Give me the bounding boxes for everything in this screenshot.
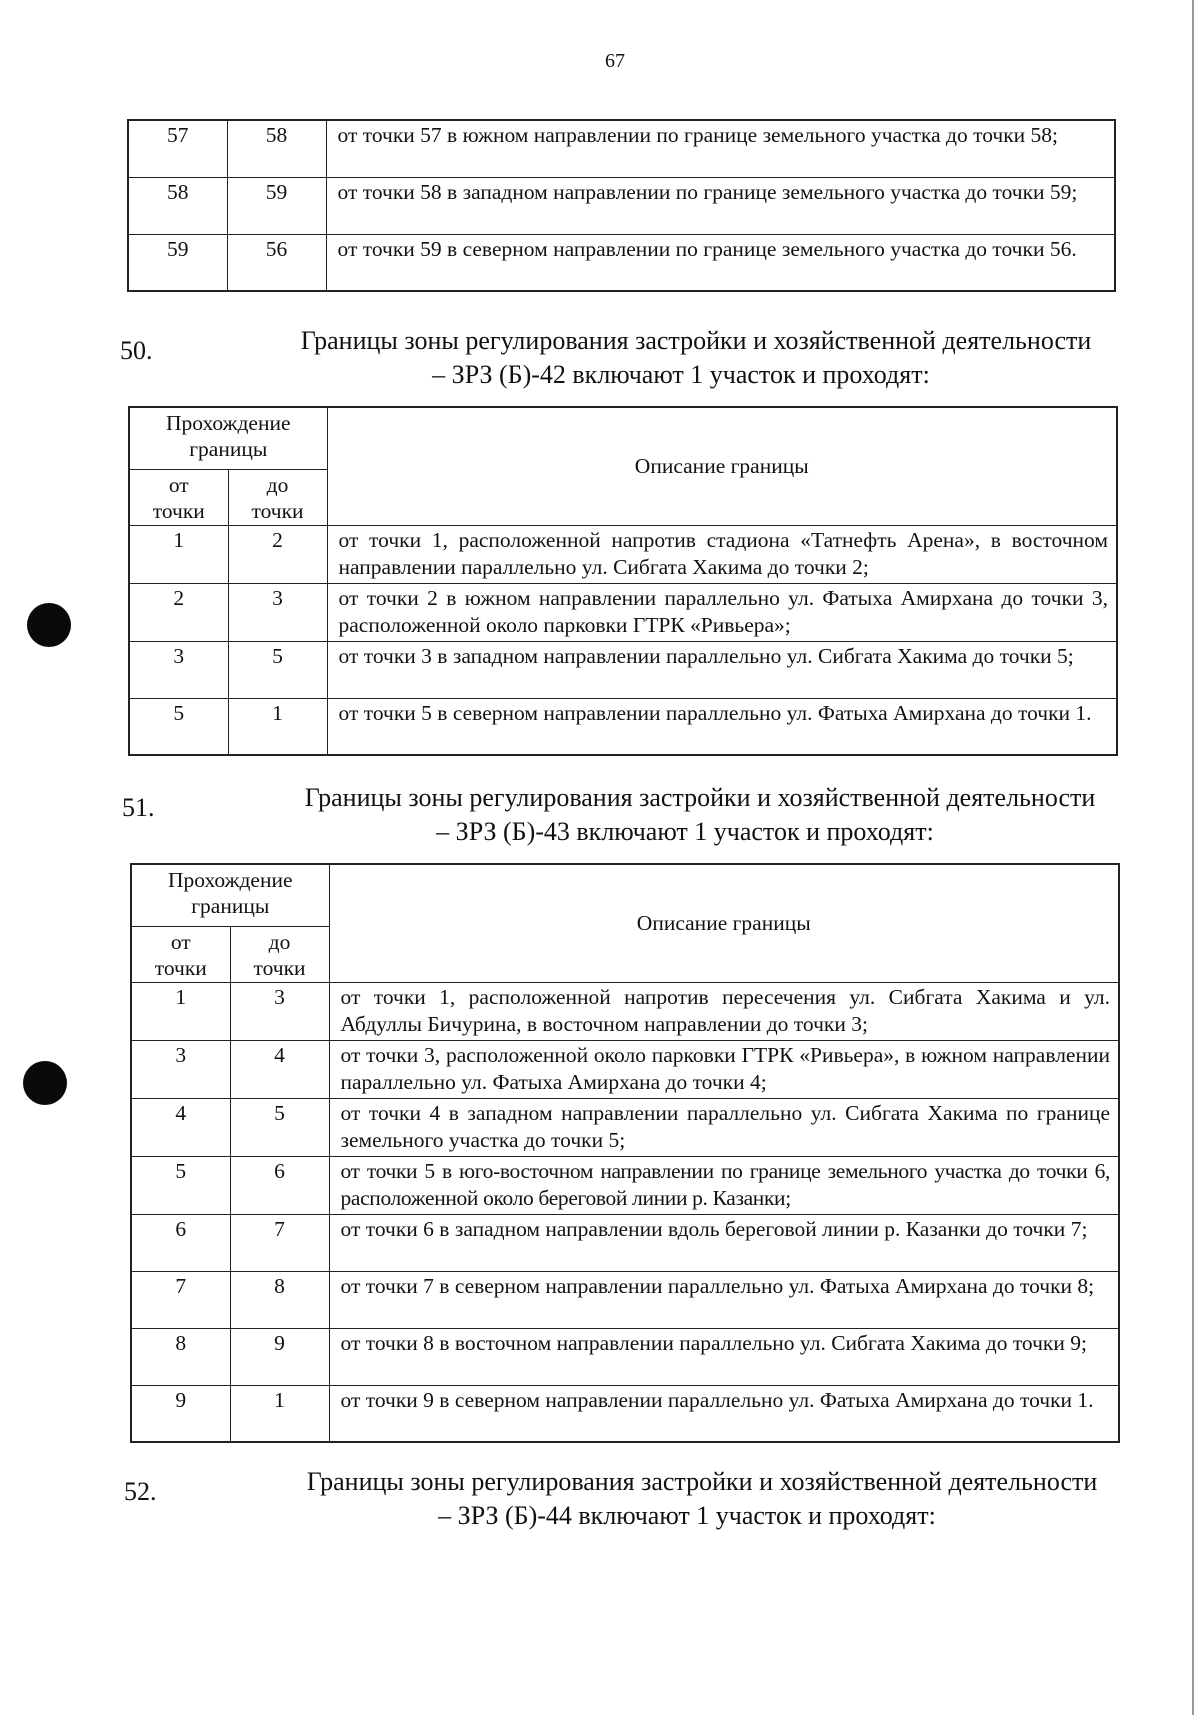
section-title	[268, 1465, 1136, 1533]
to-point-cell: 9	[230, 1328, 329, 1385]
boundary-description-cell: от точки 6 в западном направлении вдоль береговой линии р. Казанки до точки 7;	[329, 1214, 1119, 1271]
section-title-line: – ЗРЗ (Б)-43 включают 1 участок и проходят:	[436, 817, 934, 846]
description-header-cell: Описание границы	[329, 864, 1119, 982]
header-text: от	[170, 929, 191, 954]
to-point-cell: 6	[230, 1156, 329, 1214]
boundary-description-cell: от точки 3, расположенной около парковки ГТРК «Ривьера», в южном направлении параллельно ул. Фатыха Амирхана до точки 4;	[329, 1040, 1119, 1098]
to-point-cell: 3	[228, 583, 327, 641]
to-point-cell: 58	[227, 120, 326, 177]
header-text: от	[168, 472, 189, 497]
section-title-line: Границы зоны регулирования застройки и хозяйственной деятельности	[306, 1467, 1098, 1496]
to-point-cell: 56	[227, 234, 326, 291]
continued-boundary-table	[127, 119, 1116, 292]
to-header-cell	[228, 469, 327, 525]
boundary-description-cell: от точки 1, расположенной напротив стадиона «Татнефть Арена», в восточном направлении параллельно ул. Сибгата Хакима до точки 2;	[327, 525, 1117, 583]
boundary-description-cell: от точки 4 в западном направлении параллельно ул. Сибгата Хакима по границе земельного участка до точки 5;	[329, 1098, 1119, 1156]
header-text: границы	[191, 894, 270, 918]
table-row	[131, 1156, 1119, 1214]
section-title	[262, 324, 1130, 392]
from-point-cell: 2	[129, 583, 228, 641]
header-text: точки	[253, 955, 306, 980]
to-point-cell: 3	[230, 982, 329, 1040]
passage-header-cell	[129, 407, 327, 469]
table-row	[131, 1040, 1119, 1098]
hole-punch-mark	[23, 1061, 67, 1105]
section-number: 51.	[122, 793, 155, 822]
to-point-cell: 1	[230, 1385, 329, 1442]
boundary-description-cell: от точки 5 в северном направлении параллельно ул. Фатыха Амирхана до точки 1.	[327, 698, 1117, 755]
table-row	[128, 120, 1115, 177]
boundary-description-cell: от точки 9 в северном направлении параллельно ул. Фатыха Амирхана до точки 1.	[329, 1385, 1119, 1442]
table-header-row	[131, 864, 1119, 926]
section-title-line: Границы зоны регулирования застройки и хозяйственной деятельности	[300, 326, 1092, 355]
to-point-cell: 4	[230, 1040, 329, 1098]
table-row	[129, 641, 1117, 698]
header-text: точки	[152, 498, 205, 523]
from-header-cell	[129, 469, 228, 525]
table-row	[131, 1328, 1119, 1385]
page-number: 67	[605, 50, 625, 72]
table-row	[131, 1098, 1119, 1156]
from-point-cell: 5	[131, 1156, 230, 1214]
to-point-cell: 2	[228, 525, 327, 583]
from-point-cell: 57	[128, 120, 227, 177]
from-point-cell: 6	[131, 1214, 230, 1271]
from-point-cell: 58	[128, 177, 227, 234]
section-title-line: Границы зоны регулирования застройки и хозяйственной деятельности	[304, 783, 1096, 812]
description-header-cell: Описание границы	[327, 407, 1117, 525]
boundary-description-cell: от точки 8 в восточном направлении параллельно ул. Сибгата Хакима до точки 9;	[329, 1328, 1119, 1385]
to-point-cell: 5	[230, 1098, 329, 1156]
boundary-table-zrz-b-42	[128, 406, 1118, 756]
section-title-line: – ЗРЗ (Б)-42 включают 1 участок и проходят:	[432, 360, 930, 389]
passage-header-cell	[131, 864, 329, 926]
from-point-cell: 3	[129, 641, 228, 698]
section-title-line: – ЗРЗ (Б)-44 включают 1 участок и проходят:	[438, 1501, 936, 1530]
from-point-cell: 8	[131, 1328, 230, 1385]
from-point-cell: 4	[131, 1098, 230, 1156]
scan-edge-line	[1192, 0, 1194, 1715]
header-text: Прохождение	[167, 868, 293, 892]
to-point-cell: 8	[230, 1271, 329, 1328]
header-text: границы	[189, 437, 268, 461]
table-row	[131, 982, 1119, 1040]
from-point-cell: 9	[131, 1385, 230, 1442]
table-row	[129, 583, 1117, 641]
from-point-cell: 1	[129, 525, 228, 583]
boundary-description-cell: от точки 58 в западном направлении по границе земельного участка до точки 59;	[326, 177, 1115, 234]
boundary-description-cell: от точки 7 в северном направлении параллельно ул. Фатыха Амирхана до точки 8;	[329, 1271, 1119, 1328]
from-header-cell	[131, 926, 230, 982]
table-row	[131, 1214, 1119, 1271]
to-point-cell: 7	[230, 1214, 329, 1271]
to-point-cell: 5	[228, 641, 327, 698]
to-point-cell: 1	[228, 698, 327, 755]
from-point-cell: 5	[129, 698, 228, 755]
header-text: точки	[154, 955, 207, 980]
section-title	[266, 781, 1134, 849]
header-text: Прохождение	[165, 411, 291, 435]
from-point-cell: 7	[131, 1271, 230, 1328]
section-number: 50.	[120, 336, 153, 365]
boundary-description-cell: от точки 2 в южном направлении параллельно ул. Фатыха Амирхана до точки 3, расположенной около парковки ГТРК «Ривьера»;	[327, 583, 1117, 641]
table-row	[131, 1271, 1119, 1328]
boundary-description-cell: от точки 5 в юго-восточном направлении по границе земельного участка до точки 6, расположенной около береговой линии р. Казанки;	[329, 1156, 1119, 1214]
table-row	[128, 177, 1115, 234]
boundary-description-cell: от точки 3 в западном направлении параллельно ул. Сибгата Хакима до точки 5;	[327, 641, 1117, 698]
header-text: точки	[251, 498, 304, 523]
section-number: 52.	[124, 1477, 157, 1506]
header-text: до	[266, 472, 289, 497]
boundary-description-cell: от точки 57 в южном направлении по границе земельного участка до точки 58;	[326, 120, 1115, 177]
from-point-cell: 1	[131, 982, 230, 1040]
boundary-description-cell: от точки 59 в северном направлении по границе земельного участка до точки 56.	[326, 234, 1115, 291]
hole-punch-mark	[27, 603, 71, 647]
boundary-table-zrz-b-43	[130, 863, 1120, 1443]
table-row	[129, 525, 1117, 583]
table-row	[129, 698, 1117, 755]
to-point-cell: 59	[227, 177, 326, 234]
boundary-description-cell: от точки 1, расположенной напротив пересечения ул. Сибгата Хакима и ул. Абдуллы Бичурина, в восточном направлении до точки 3;	[329, 982, 1119, 1040]
table-row	[131, 1385, 1119, 1442]
table-row	[128, 234, 1115, 291]
header-text: до	[268, 929, 291, 954]
from-point-cell: 3	[131, 1040, 230, 1098]
from-point-cell: 59	[128, 234, 227, 291]
to-header-cell	[230, 926, 329, 982]
table-header-row	[129, 407, 1117, 469]
